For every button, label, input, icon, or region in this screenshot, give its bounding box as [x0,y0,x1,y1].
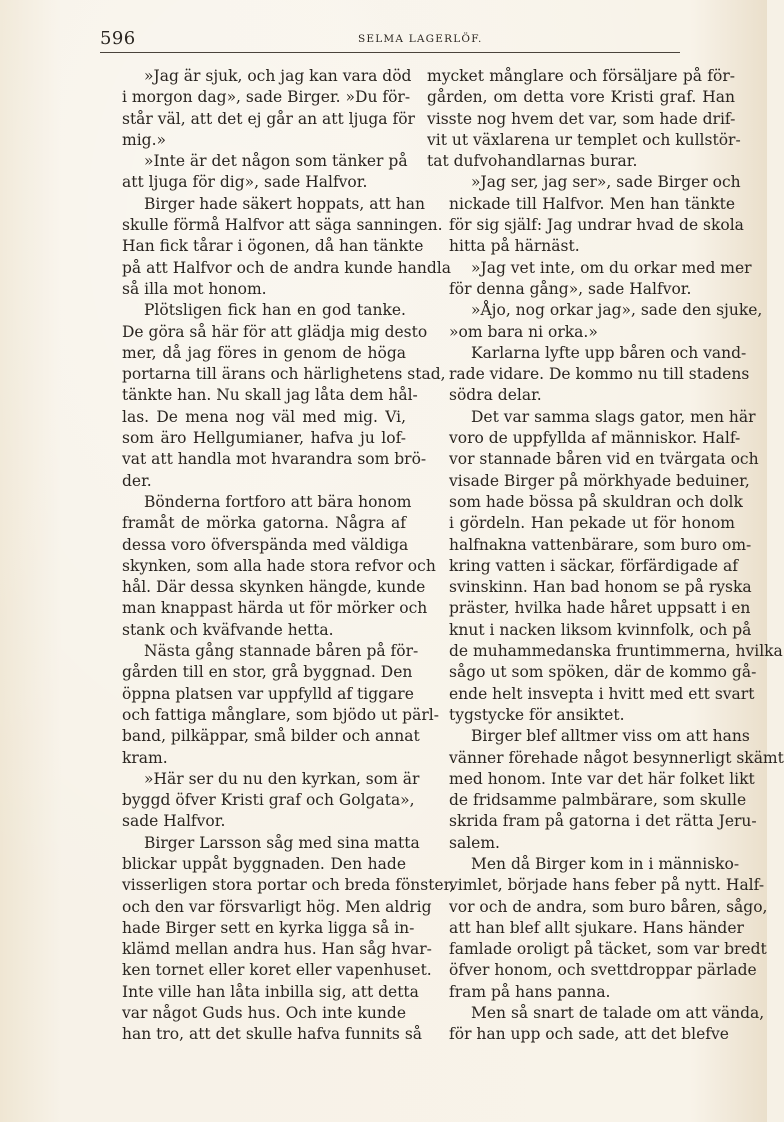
paragraph [100,492,436,641]
text-line: »Jag är sjuk, och jag kan vara död [144,67,412,85]
text-line: »Jag vet inte, om du orkar med mer [471,258,752,277]
page-header [100,28,680,54]
left-text-column [100,66,455,1046]
text-line: gården till en stor, grå byggnad. Den [122,663,413,682]
text-line: Det var samma slags gator, men här [471,407,756,426]
text-line: kram. [122,748,168,767]
text-line: Birger Larsson såg med sina matta [144,833,420,852]
paragraph [427,258,752,301]
text-line: klämd mellan andra hus. Han såg hvar- [122,940,432,959]
text-line: Bönderna fortforo att bära honom [144,492,412,511]
text-line: Plötsligen fick han en god tanke. [144,301,406,320]
text-line: knut i nacken liksom kvinnfolk, och på [449,620,752,639]
text-line: tygstycke för ansiktet. [449,705,625,724]
paragraph [100,833,455,1046]
paragraph [100,66,415,151]
text-line: så illa mot honom. [122,279,267,298]
text-line: och den var försvarligt hög. Men aldrig [122,897,432,916]
text-line: i morgon dag», sade Birger. »Du för- [122,88,411,107]
text-line: att han blef allt sjukare. Hans händer [449,918,744,937]
text-line: salem. [449,833,500,852]
text-line: och fattiga månglare, som bjödo ut pärl- [122,705,439,724]
text-line: hål. Där dessa skynken hängde, kunde [122,578,426,597]
text-line: gården, om detta vore Kristi graf. Han [427,88,735,107]
text-line: ken tornet eller koret eller vapenhuset. [122,961,432,980]
text-line: halfnakna vattenbärare, som buro om- [449,535,752,554]
text-line: Birger blef alltmer viss om att hans [471,727,750,746]
text-line: kring vatten i säckar, förfärdigade af [449,556,738,575]
text-line: tänkte han. Nu skall jag låta dem hål- [122,386,418,405]
text-line: vit ut växlarena ur templet och kullstör- [427,130,741,149]
text-line: vor stannade båren vid en tvärgata och [449,450,759,469]
paragraph [100,300,446,492]
text-line: »Inte är det någon som tänker på [144,152,408,171]
text-line: skulle förmå Halfvor att säga sanningen. [122,216,443,235]
text-line: blickar uppåt byggnaden. Den hade [122,854,406,873]
text-line: han tro, att det skulle hafva funnits så [122,1025,423,1044]
text-line: las. De mena nog väl med mig. Vi, [122,407,406,426]
text-line: dessa voro öfverspända med väldiga [122,535,409,554]
text-line: mer, då jag föres in genom de höga [122,343,406,362]
text-line: Men då Birger kom in i människo- [471,854,740,873]
paragraph [100,151,406,194]
text-line: för sig själf: Jag undrar hvad de skola [449,216,744,235]
paragraph [427,854,768,1003]
text-line: »Här ser du nu den kyrkan, som är [144,769,420,788]
text-line: vor och de andra, som buro båren, sågo, [449,897,768,916]
text-line: Inte ville han låta inbilla sig, att detta [122,982,419,1001]
text-line: ende helt insvepta i hvitt med ett svart [449,684,755,703]
text-line: Nästa gång stannade båren på för- [144,642,419,661]
text-line: »Jag ser, jag ser», sade Birger och [471,173,741,192]
text-line: som hade bössa på skuldran och dolk [449,492,743,511]
paragraph [100,194,451,300]
text-line: södra delar. [449,386,542,405]
text-line: rade vidare. De kommo nu till stadens [449,365,750,384]
text-line: var något Guds hus. Och inte kunde [122,1004,406,1023]
text-line: nickade till Halfvor. Men han tänkte [449,194,735,213]
text-line: mig.» [122,130,166,149]
text-line: skynken, som alla hade stora refvor och [122,556,436,575]
text-line: Birger hade säkert hoppats, att han [144,194,426,213]
text-line: de muhammedanska fruntimmerna, hvilka [449,642,783,661]
right-text-column [427,66,784,1046]
text-line: öfver honom, och svettdroppar pärlade [449,961,757,980]
text-line: framåt de mörka gatorna. Några af [122,514,406,533]
text-line: hitta på härnäst. [449,237,580,256]
page-number: 596 [100,28,136,49]
text-line: byggd öfver Kristi graf och Golgata», [122,791,415,810]
text-line: vimlet, började hans feber på nytt. Half- [449,876,765,895]
text-line: sade Halfvor. [122,812,226,831]
text-line: mycket månglare och försäljare på för- [427,67,735,85]
text-line: visste nog hvem det var, som hade drif- [427,109,736,128]
running-head: SELMA LAGERLÖF. [358,33,483,45]
text-line: famlade oroligt på täcket, som var bredt [449,940,767,959]
text-line: sågo ut som spöken, där de kommo gå- [449,663,757,682]
text-line: för denna gång», sade Halfvor. [449,279,692,298]
text-line: Han fick tårar i ögonen, då han tänkte [122,237,424,256]
text-line: voro de uppfyllda af människor. Half- [449,429,741,448]
text-line: skrida fram på gatorna i det rätta Jeru- [449,812,757,831]
text-line: »om bara ni orka.» [449,322,598,341]
text-line: tat dufvohandlarnas burar. [427,152,638,171]
text-line: fram på hans panna. [449,982,611,1001]
paragraph [427,66,741,172]
text-line: visade Birger på mörkhyade beduiner, [449,471,750,490]
text-line: man knappast härda ut för mörker och [122,599,428,618]
text-line: De göra så här för att glädja mig desto [122,322,428,341]
text-line: »Åjo, nog orkar jag», sade den sjuke, [471,301,763,320]
text-line: för han upp och sade, att det blefve [449,1025,729,1044]
text-line: öppna platsen var uppfylld af tiggare [122,684,414,703]
paragraph [427,726,784,854]
text-line: de fridsamme palmbärare, som skulle [449,791,747,810]
text-line: präster, hvilka hade håret uppsatt i en [449,599,751,618]
text-line: att ljuga för dig», sade Halfvor. [122,173,368,192]
text-line: Men så snart de talade om att vända, [471,1004,765,1023]
text-line: står väl, att det ej går an att ljuga för [122,109,415,128]
text-line: hade Birger sett en kyrka ligga så in- [122,918,415,937]
paragraph [427,343,750,407]
paragraph [427,407,783,726]
text-line: vat att handla mot hvarandra som brö- [122,450,427,469]
text-line: på att Halfvor och de andra kunde handla [122,258,451,277]
text-line: svinskinn. Han bad honom se på ryska [449,578,752,597]
paragraph [427,1003,765,1046]
header-rule [100,52,680,53]
paragraph [427,300,763,343]
text-line: der. [122,471,152,490]
text-line: visserligen stora portar och breda fönster, [122,876,455,895]
text-line: stank och kväfvande hetta. [122,620,334,639]
paragraph [100,641,439,769]
text-line: band, pilkäppar, små bilder och annat [122,727,420,746]
text-line: i gördeln. Han pekade ut för honom [449,514,735,533]
text-line: Karlarna lyfte upp båren och vand- [471,343,747,362]
paragraph [100,769,420,833]
text-line: som äro Hellgumianer, hafva ju lof- [122,429,406,448]
text-line: portarna till ärans och härlighetens stad, [122,365,446,384]
paragraph [427,172,744,257]
text-line: med honom. Inte var det här folket likt [449,769,755,788]
text-line: vänner förehade något besynnerligt skämt [449,748,784,767]
